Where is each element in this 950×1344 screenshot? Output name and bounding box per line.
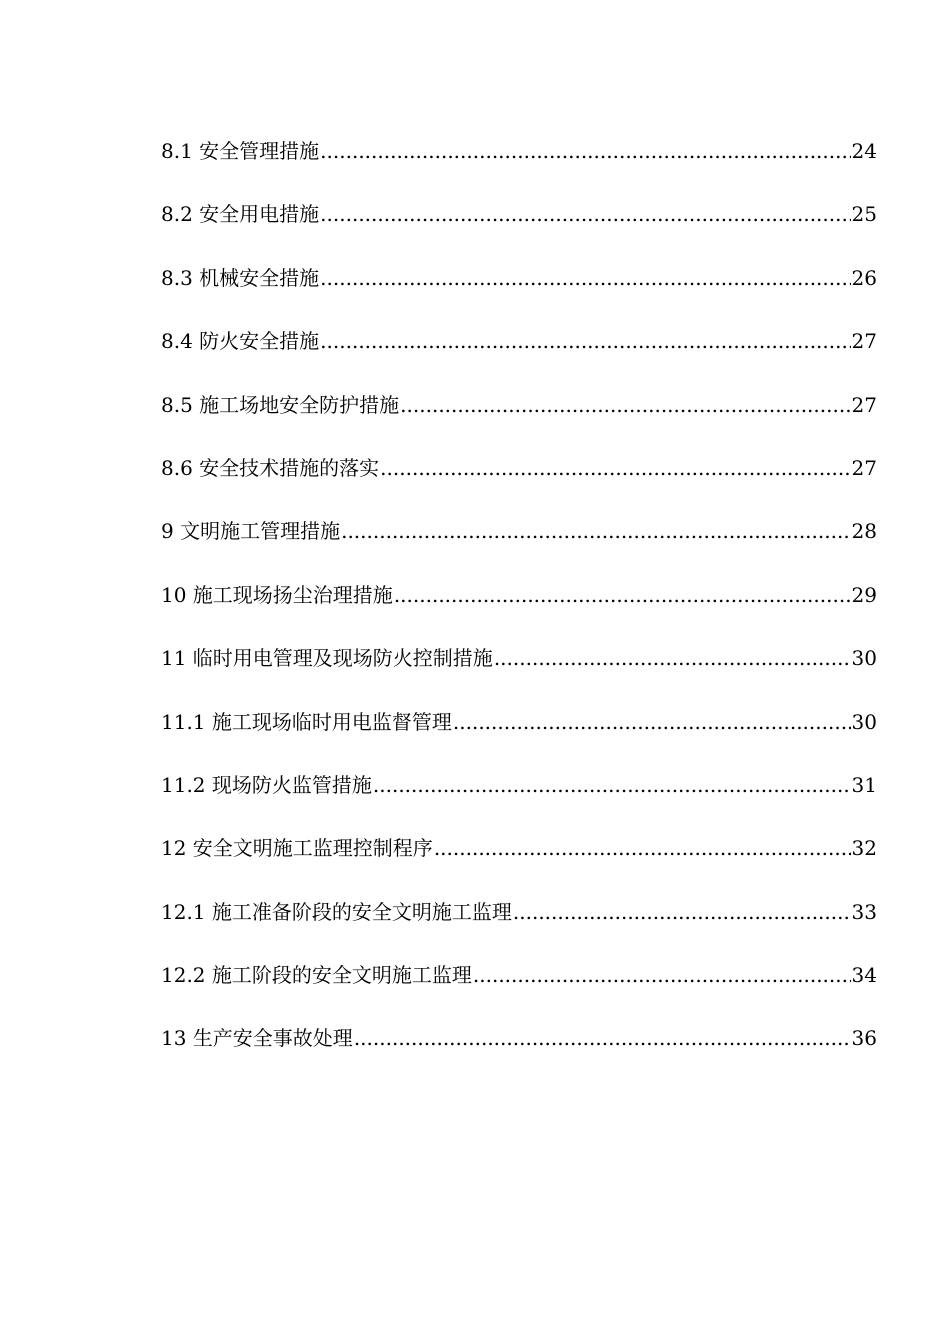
toc-dot-leader xyxy=(473,954,851,996)
toc-dot-leader xyxy=(373,764,851,806)
toc-entry-title: 8.3 机械安全措施 xyxy=(161,265,320,290)
toc-entry-title: 11.1 施工现场临时用电监督管理 xyxy=(161,709,452,734)
toc-entry-page: 34 xyxy=(851,963,877,988)
toc-entry[interactable] xyxy=(161,1017,877,1080)
toc-entry[interactable] xyxy=(161,384,877,447)
toc-dot-leader xyxy=(320,320,850,362)
toc-entry-page: 30 xyxy=(851,646,877,671)
toc-entry[interactable] xyxy=(161,827,877,890)
toc-entry-page: 36 xyxy=(851,1026,877,1051)
toc-entry-title: 8.1 安全管理措施 xyxy=(161,139,320,163)
toc-entry-page: 29 xyxy=(851,582,877,607)
toc-entry-page: 25 xyxy=(851,202,877,227)
toc-entry[interactable] xyxy=(161,320,877,383)
toc-dot-leader xyxy=(394,574,851,616)
toc-entry[interactable] xyxy=(161,954,877,1017)
toc-entry-page: 28 xyxy=(851,519,877,544)
toc-entry-page: 33 xyxy=(851,899,877,924)
toc-entry[interactable] xyxy=(161,574,877,637)
toc-entry-title: 13 生产安全事故处理 xyxy=(161,1026,353,1051)
toc-dot-leader xyxy=(320,257,850,299)
toc-entry-title: 8.4 防火安全措施 xyxy=(161,329,320,354)
toc-dot-leader xyxy=(320,193,850,235)
toc-dot-leader xyxy=(400,384,850,426)
toc-entry-page: 24 xyxy=(851,139,877,163)
toc-entry-title: 8.5 施工场地安全防护措施 xyxy=(161,392,400,417)
toc-entry[interactable] xyxy=(161,130,877,193)
toc-dot-leader xyxy=(453,701,851,743)
toc-entry-page: 27 xyxy=(851,392,877,417)
toc-entry-title: 11.2 现场防火监管措施 xyxy=(161,772,372,797)
toc-entry[interactable] xyxy=(161,257,877,320)
toc-dot-leader xyxy=(380,447,850,489)
toc-entry-page: 27 xyxy=(851,329,877,354)
toc-dot-leader xyxy=(341,510,850,552)
toc-entry-title: 9 文明施工管理措施 xyxy=(161,519,341,544)
table-of-contents xyxy=(161,130,877,1081)
toc-entry[interactable] xyxy=(161,193,877,256)
toc-entry-title: 8.6 安全技术措施的落实 xyxy=(161,455,380,480)
toc-dot-leader xyxy=(513,891,851,933)
toc-entry-title: 8.2 安全用电措施 xyxy=(161,202,320,227)
toc-entry-title: 12.2 施工阶段的安全文明施工监理 xyxy=(161,963,472,988)
toc-entry[interactable] xyxy=(161,701,877,764)
toc-entry-title: 12 安全文明施工监理控制程序 xyxy=(161,836,433,861)
toc-entry-title: 11 临时用电管理及现场防火控制措施 xyxy=(161,646,493,671)
toc-entry[interactable] xyxy=(161,637,877,700)
toc-entry[interactable] xyxy=(161,891,877,954)
toc-dot-leader xyxy=(434,827,851,869)
toc-entry-title: 12.1 施工准备阶段的安全文明施工监理 xyxy=(161,899,512,924)
toc-dot-leader xyxy=(354,1017,851,1059)
toc-entry-page: 27 xyxy=(851,455,877,480)
toc-entry-page: 30 xyxy=(851,709,877,734)
toc-entry-title: 10 施工现场扬尘治理措施 xyxy=(161,582,393,607)
toc-entry-page: 32 xyxy=(851,836,877,861)
toc-dot-leader xyxy=(494,637,851,679)
toc-entry-page: 31 xyxy=(851,772,877,797)
toc-entry[interactable] xyxy=(161,764,877,827)
toc-entry-page: 26 xyxy=(851,265,877,290)
toc-dot-leader xyxy=(320,130,850,172)
toc-entry[interactable] xyxy=(161,447,877,510)
toc-entry[interactable] xyxy=(161,510,877,573)
